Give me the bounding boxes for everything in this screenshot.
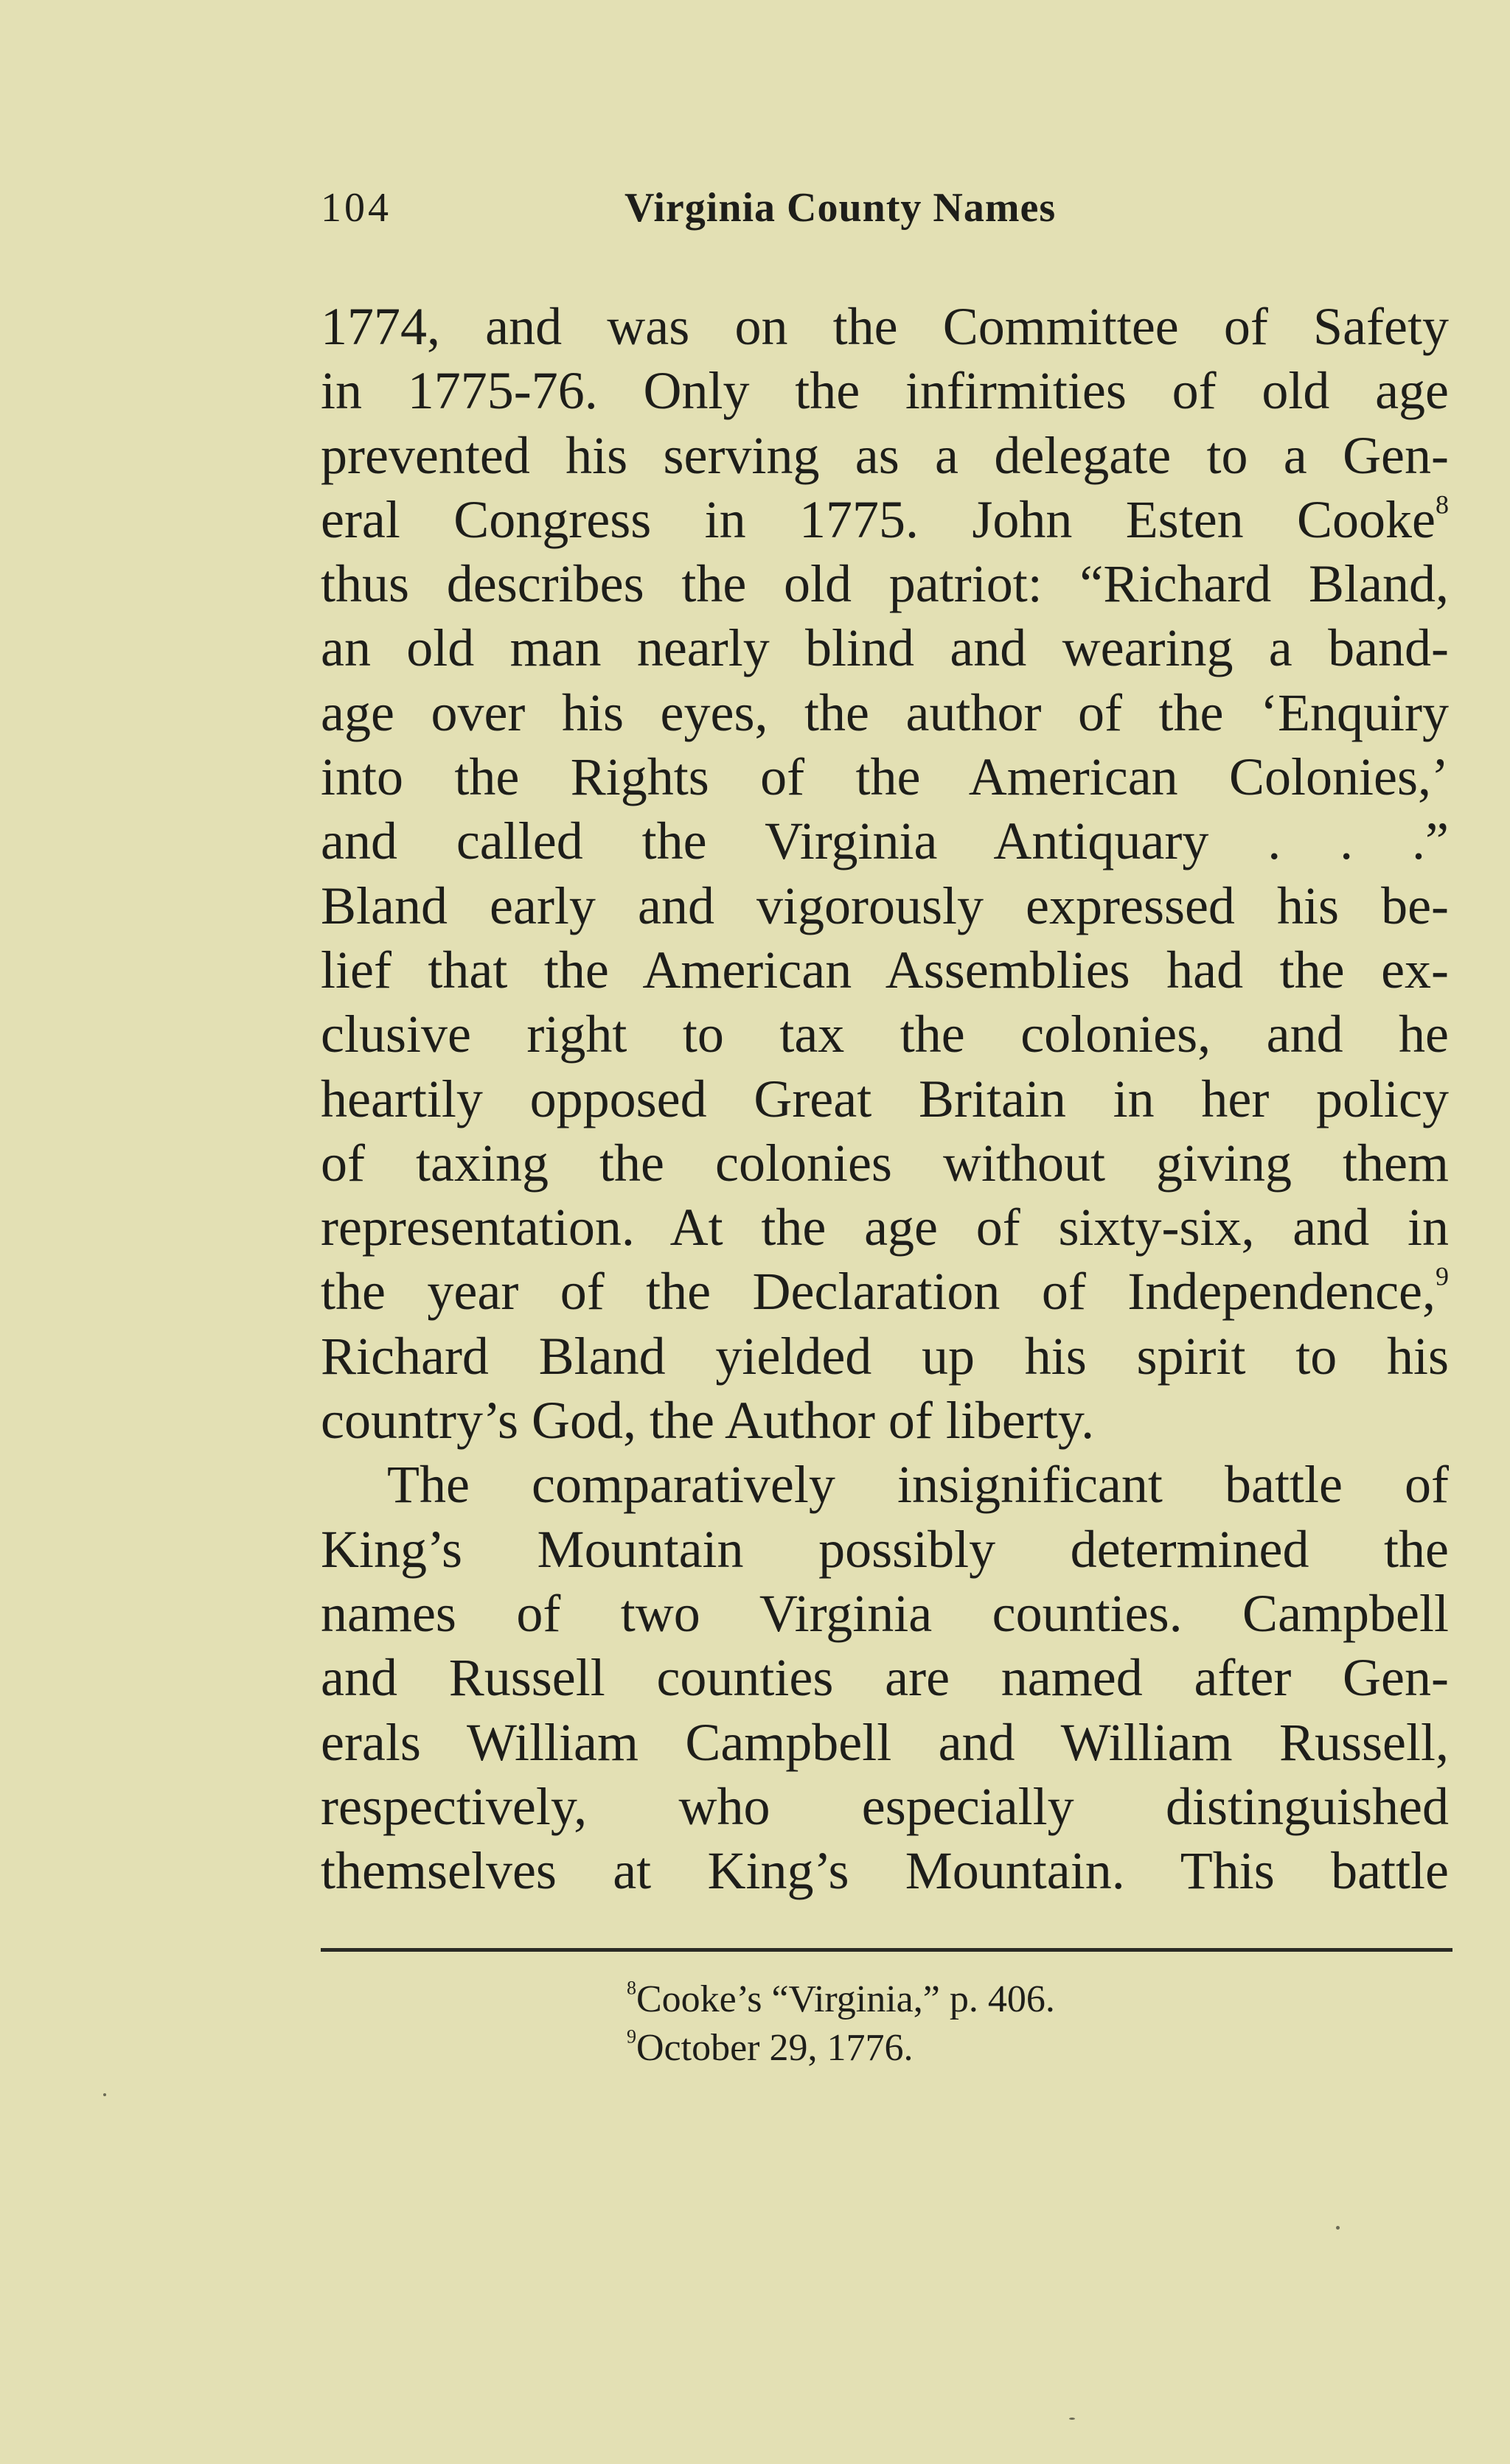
text-line: representation. At the age of sixty-six, and in: [321, 1198, 1449, 1257]
text-line: lief that the American Assemblies had the ex-: [321, 940, 1449, 999]
footnote-8: [627, 1975, 1364, 2024]
footnote-divider: [321, 1948, 1452, 1952]
footnote-text: October 29, 1776.: [636, 2027, 914, 2069]
text-line: heartily opposed Great Britain in her policy: [321, 1069, 1449, 1128]
text-line: into the Rights of the American Colonies,’: [321, 747, 1449, 807]
footnote-mark: 9: [627, 2025, 636, 2048]
page-number: 104: [321, 185, 392, 231]
text-line: and called the Virginia Antiquary . . .”: [321, 812, 1449, 871]
text-line: [321, 1260, 1449, 1324]
text-line-content: the year of the Declaration of Independence,: [321, 1262, 1436, 1322]
text-line: respectively, who especially distinguished: [321, 1776, 1449, 1836]
text-line: Bland early and vigorously expressed his be-: [321, 876, 1449, 935]
note-reference-8: 8: [1436, 489, 1449, 520]
note-reference-9: 9: [1436, 1262, 1449, 1292]
footnotes: [627, 1975, 1364, 2073]
footnote-text: Cooke’s “Virginia,” p. 406.: [636, 1978, 1055, 2020]
text-line: names of two Virginia counties. Campbell: [321, 1583, 1449, 1643]
body-text: [321, 295, 1449, 1903]
text-line: thus describes the old patriot: “Richard Bland,: [321, 554, 1449, 614]
text-line-content: eral Congress in 1775. John Esten Cooke: [321, 489, 1436, 549]
footnote-mark: 8: [627, 1977, 636, 1999]
text-line: erals William Campbell and William Russell,: [321, 1712, 1449, 1772]
paragraph-first-line: The comparatively insignificant battle of: [387, 1455, 1449, 1515]
text-line: country’s God, the Author of liberty.: [321, 1391, 1095, 1451]
text-line: Richard Bland yielded up his spirit to his: [321, 1326, 1449, 1386]
text-line: age over his eyes, the author of the ‘Enquiry: [321, 683, 1449, 742]
text-line: of taxing the colonies without giving them: [321, 1133, 1449, 1193]
text-line: themselves at King’s Mountain. This battle: [321, 1841, 1449, 1901]
text-line: clusive right to tax the colonies, and he: [321, 1005, 1449, 1064]
text-line: and Russell counties are named after Gen-: [321, 1648, 1449, 1708]
paper-speck: [103, 2093, 106, 2096]
page-header: [321, 184, 1456, 243]
running-head: Virginia County Names: [624, 185, 1057, 231]
text-line: an old man nearly blind and wearing a band-: [321, 618, 1449, 678]
text-line: prevented his serving as a delegate to a Gen-: [321, 425, 1449, 485]
text-line: King’s Mountain possibly determined the: [321, 1519, 1449, 1579]
text-line: 1774, and was on the Committee of Safety: [321, 297, 1449, 356]
text-line: [321, 488, 1449, 552]
footnote-9: [627, 2024, 1364, 2073]
paper-speck: [1336, 2226, 1340, 2230]
paper-speck: [1069, 2418, 1075, 2420]
text-line: in 1775-76. Only the infirmities of old age: [321, 361, 1449, 421]
